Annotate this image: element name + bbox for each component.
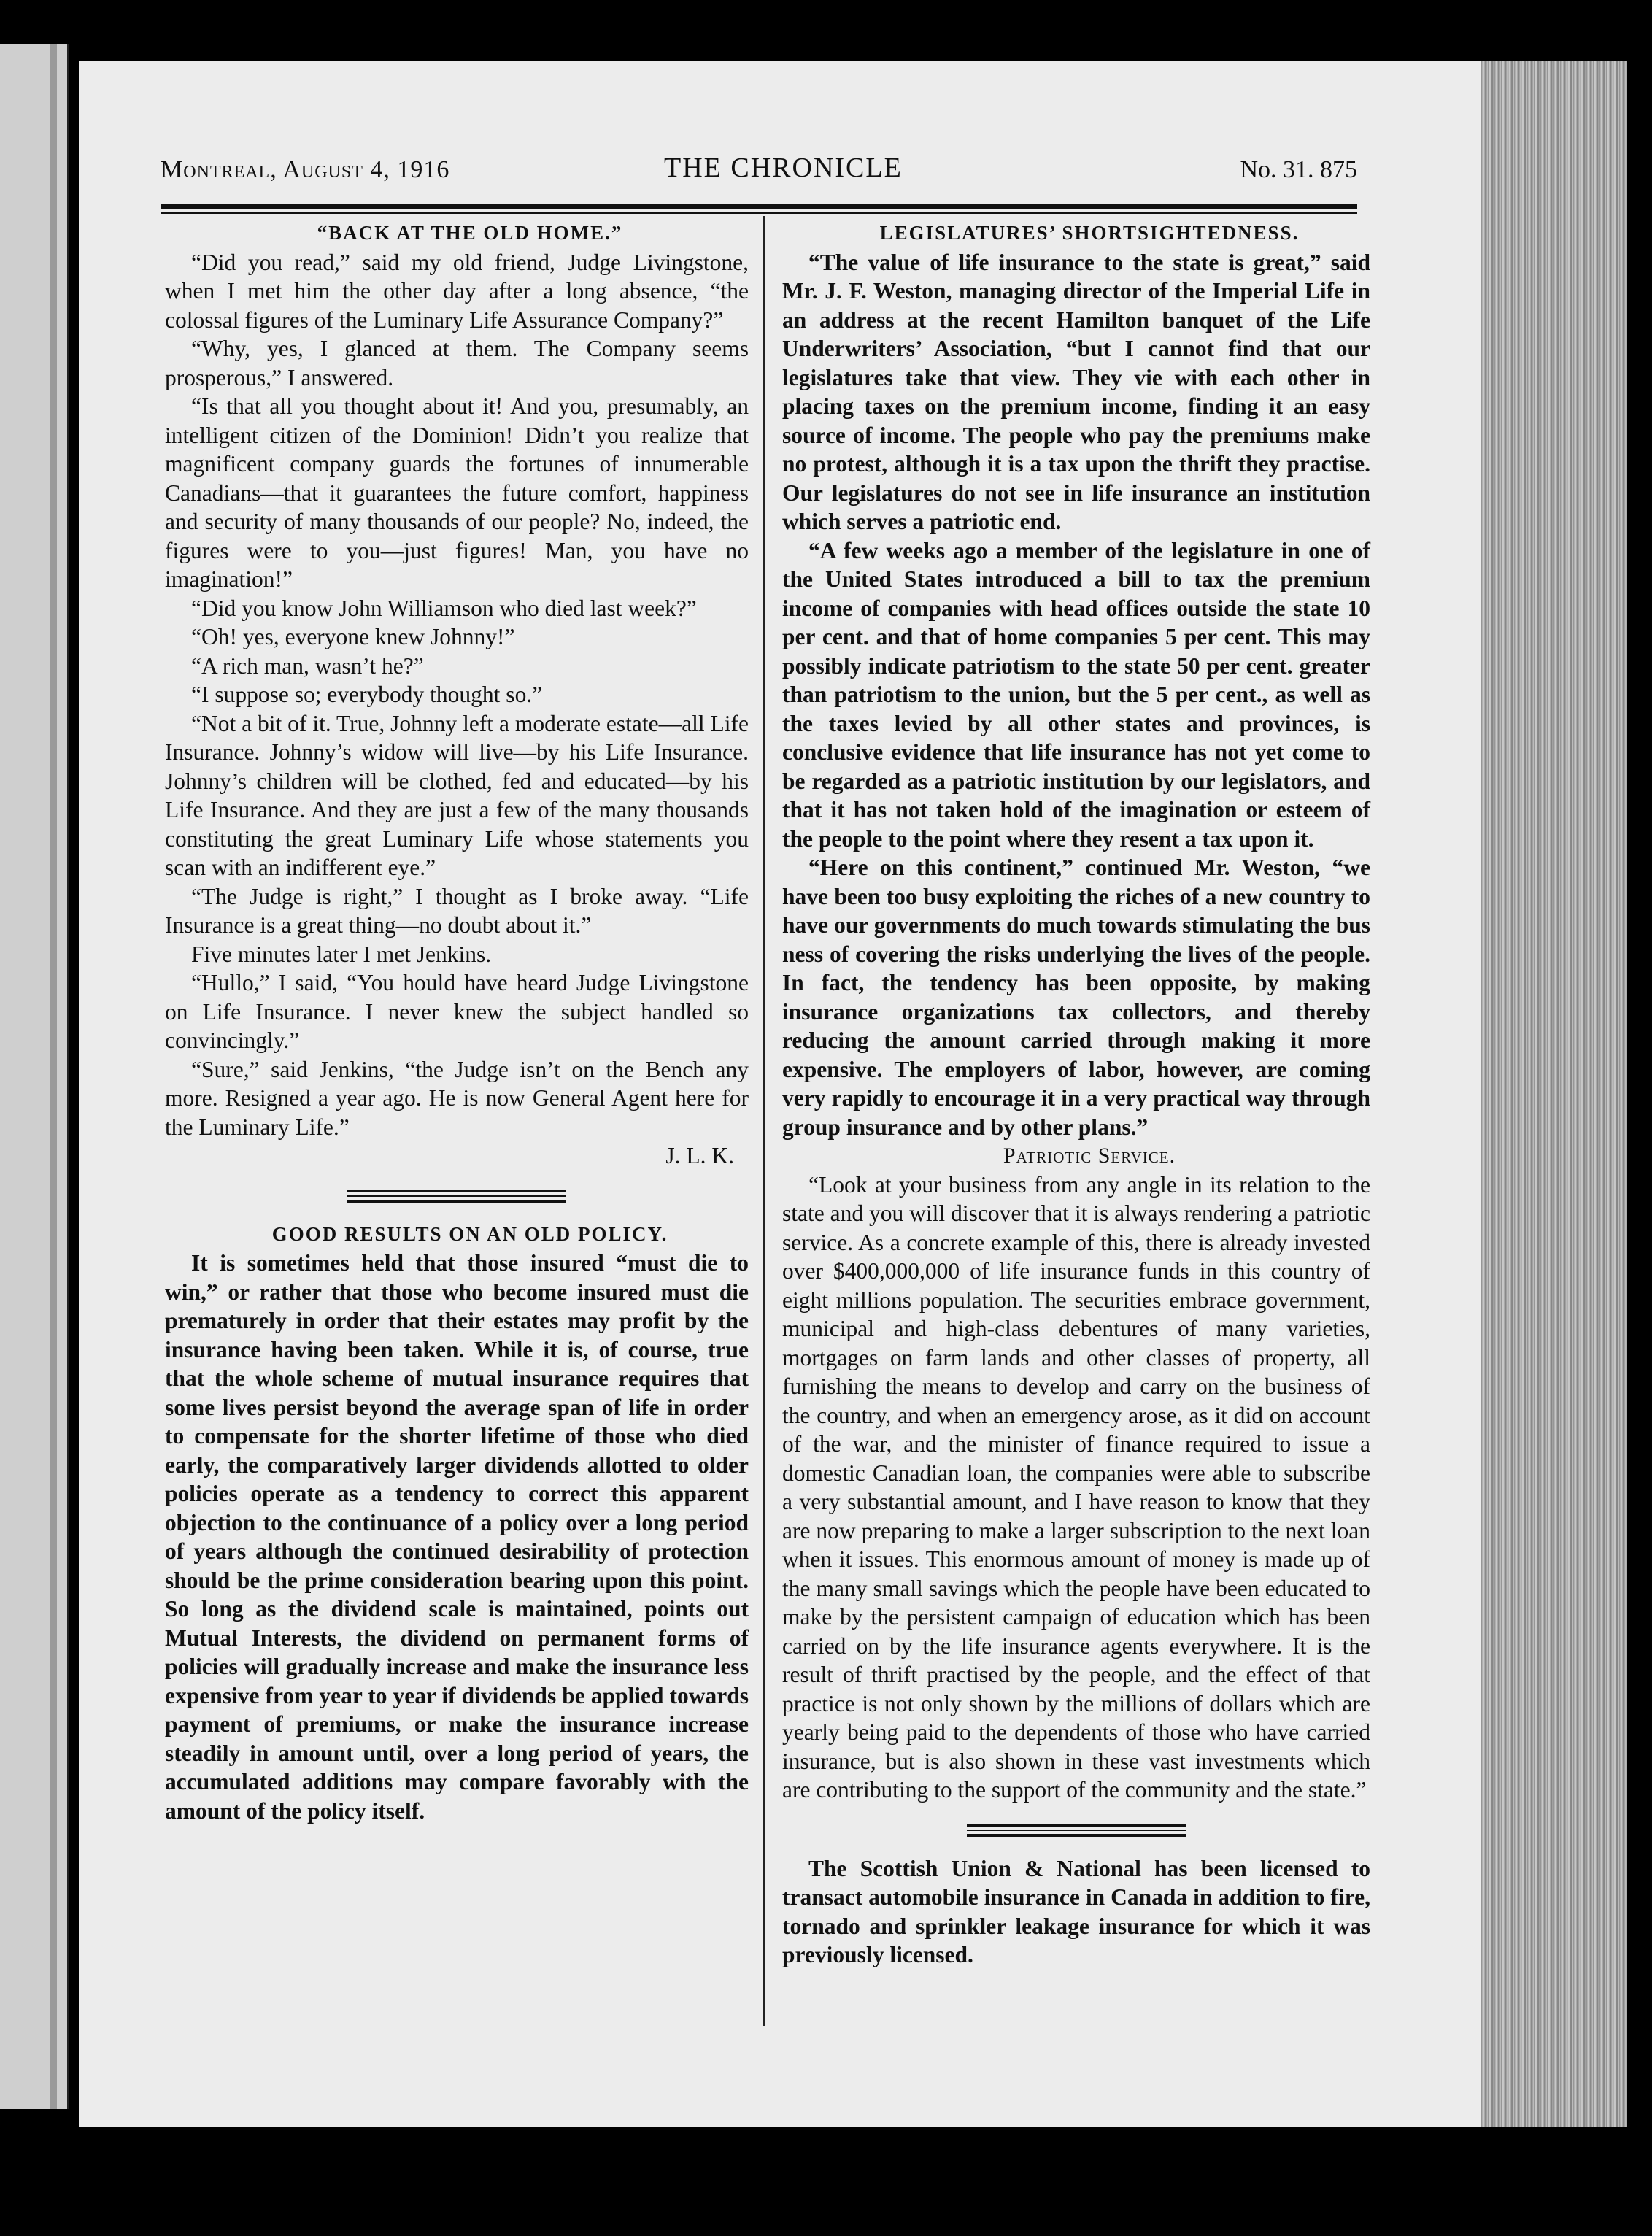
- right-column: [782, 219, 1370, 1970]
- article-title: GOOD RESULTS ON AN OLD POLICY.: [271, 1222, 668, 1245]
- paragraph: “Hullo,” I said, “You hould have heard Judge Livingstone on Life Insurance. I never knew the subject handled so convincingly.”: [165, 970, 749, 1053]
- paragraph: “Oh! yes, everyone knew Johnny!”: [191, 624, 515, 649]
- paragraph: “Is that all you thought about it! And you, presumably, an intelligent citizen of the Dominion! Didn’t you realize that magnificent company guards the fortunes of innumerable Canadians—that it guarantees the future comfort, happiness and security of many thousands of our people? No, indeed, the figures were to you—just figures! Man, you have no imagination!”: [165, 393, 749, 592]
- paragraph: Five minutes later I met Jenkins.: [191, 941, 492, 967]
- paragraph: “Look at your business from any angle in its relation to the state and you will discover that it is always rendering a patriotic service. As a concrete example of this, there is already invested over $400,000,000 of life insurance funds in this country of eight millions population. The securities embrace government, municipal and high-class debentures of many varieties, mortgages on farm lands and other classes of property, all furnishing the means to develop and carry on the business of the country, and when an emergency arose, as it did on account of the war, and the minister of finance required to issue a domestic Canadian loan, the companies were able to subscribe a very substantial amount, and I have reason to know that they are now preparing to make a larger subscription to the next loan when it issues. This enormous amount of money is made up of the many small savings which the people have been educated to make by the persistent campaign of education which has been carried on by the life insurance agents everywhere. It is the result of thrift practised by the people, and the effect of that practice is not only shown by the millions of dollars which are yearly being paid to the dependents of those who have carried insurance, but is also shown in these vast investments which are contributing to the support of the community and the state.”: [782, 1171, 1370, 1803]
- signature: J. L. K.: [665, 1143, 734, 1168]
- header-rule-thin: [161, 212, 1357, 214]
- header-dateline: Montreal, August 4, 1916: [161, 156, 450, 183]
- paragraph: “The Judge is right,” I thought as I broke away. “Life Insurance is a great thing—no doubt about it.”: [165, 883, 749, 938]
- paragraph: “Why, yes, I glanced at them. The Company seems prosperous,” I answered.: [165, 336, 749, 390]
- paragraph: “The value of life insurance to the state is great,” said Mr. J. F. Weston, managing director of the Imperial Life in an address at the recent Hamilton banquet of the Life Underwriters’ Association, “but I cannot find that our legislatures take that view. They vie with each other in placing taxes on the premium income, finding it an easy source of income. The people who pay the premiums make no protest, although it is a tax upon the thrift they practise. Our legislatures do not see in life insurance an institution which serves a patriotic end.: [782, 249, 1370, 534]
- article-title: LEGISLATURES’ SHORTSIGHTEDNESS.: [879, 222, 1300, 244]
- header-title: THE CHRONICLE: [664, 153, 903, 183]
- paragraph: “Not a bit of it. True, Johnny left a moderate estate—all Life Insurance. Johnny’s widow will live—by his Life Insurance. Johnny’s children will be clothed, fed and educated—by his Life Insurance. And they are just a few of the many thousands constituting the great Luminary Life whose statements you scan with an indifferent eye.”: [165, 710, 749, 880]
- left-column: [165, 219, 749, 1825]
- column-divider: [763, 216, 765, 2026]
- section-subhead: Patriotic Service.: [1003, 1144, 1176, 1168]
- paragraph: “Sure,” said Jenkins, “the Judge isn’t on the Bench any more. Resigned a year ago. He is now General Agent here for the Luminary Life.”: [165, 1056, 749, 1140]
- article-separator: [967, 1824, 1186, 1837]
- left-page-edge: [0, 44, 69, 2109]
- paragraph: “Did you read,” said my old friend, Judge Livingstone, when I met him the other day after a long absence, “the colossal figures of the Luminary Life Assurance Company?”: [165, 249, 749, 333]
- paragraph: “I suppose so; everybody thought so.”: [191, 682, 543, 707]
- paragraph: “A rich man, wasn’t he?”: [191, 652, 424, 679]
- paragraph: The Scottish Union & National has been licensed to transact automobile insurance in Canada in addition to fire, tornado and sprinkler leakage insurance for which it was previously licensed.: [782, 1855, 1370, 1967]
- header-page-number: No. 31. 875: [1240, 156, 1357, 183]
- article-title: “BACK AT THE OLD HOME.”: [317, 222, 623, 244]
- header-rule: [161, 204, 1357, 209]
- paragraph: “A few weeks ago a member of the legislature in one of the United States introduced a bill to tax the premium income of companies with head offices outside the state 10 per cent. and that of home companies 5 per cent. This may possibly indicate patriotism to the state 50 per cent. greater than patriotism to the union, but the 5 per cent., as well as the taxes levied by all other states and provinces, is conclusive evidence that life insurance has not yet come to be regarded as a patriotic institution by our legislators, and that it has not taken hold of the imagination or esteem of the people to the point where they resent a tax upon it.: [782, 537, 1370, 852]
- article-separator: [347, 1190, 566, 1203]
- paragraph: “Did you know John Williamson who died last week?”: [191, 595, 697, 621]
- book-page-edges: [1481, 61, 1627, 2127]
- page-header: [161, 152, 1357, 188]
- paragraph: “Here on this continent,” continued Mr. Weston, “we have been too busy exploiting the riches of a new country to have our governments do much towards stimulating the bus ness of covering the risks underlying the lives of the people. In fact, the tendency has been opposite, by making insurance organizations tax collectors, and thereby reducing the amount carried through making it more expensive. The employers of labor, however, are coming very rapidly to encourage it in a very practical way through group insurance and by other plans.”: [782, 855, 1370, 1140]
- paragraph: It is sometimes held that those insured “must die to win,” or rather that those who become insured must die prematurely in order that their estates may profit by the insurance having been taken. While it is, of course, true that the whole scheme of mutual insurance requires that some lives persist beyond the average span of life in order to compensate for the shorter lifetime of those who died early, the comparatively larger dividends allotted to older policies operate as a tendency to correct this apparent objection to the continuance of a policy over a long period of years although the continued desirability of protection should be the prime consideration bearing upon this point. So long as the dividend scale is maintained, points out Mutual Interests, the dividend on permanent forms of policies will gradually increase and make the insurance less expensive from year to year if dividends be applied towards payment of premiums, or make the insurance increase steadily in amount until, over a long period of years, the accumulated additions may compare favorably with the amount of the policy itself.: [165, 1250, 749, 1824]
